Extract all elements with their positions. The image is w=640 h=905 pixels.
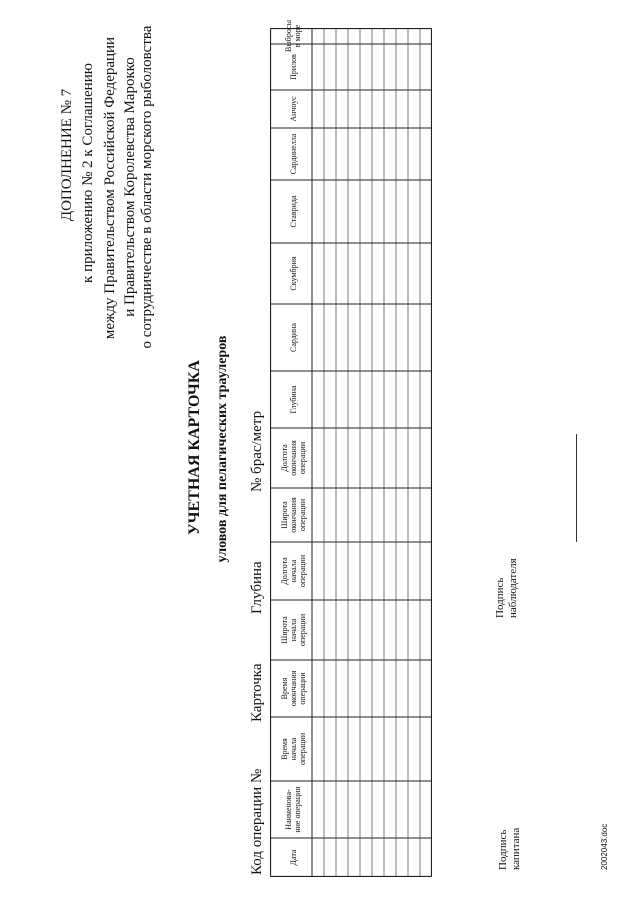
- observer-signature-label: Подпись наблюдателя: [494, 558, 519, 618]
- addendum-line5: о сотрудничестве в области морского рыболовства: [139, 25, 155, 349]
- column-header-16: Выбросы в море: [284, 20, 302, 52]
- captain-signature-label: Подпись капитана: [497, 827, 522, 870]
- column-header-15: Прилов: [288, 54, 298, 80]
- card-title: УЧЕТНАЯ КАРТОЧКА: [186, 360, 203, 535]
- addendum-line2: к приложению № 2 к Соглашению: [80, 63, 96, 283]
- column-header-8: Долгота окончания операции: [279, 440, 307, 476]
- bras-meter-label: № брас/метр: [249, 410, 265, 492]
- catch-table: [270, 20, 432, 877]
- addendum-number: ДОПОЛНЕНИЕ № 7: [59, 88, 75, 222]
- column-header-10: Сардина: [288, 323, 298, 352]
- column-header-11: Скумбрия: [288, 256, 298, 291]
- depth-label: Глубина: [249, 561, 265, 614]
- addendum-heading: [58, 35, 76, 275]
- column-header-2: Наименова- ние операции: [284, 786, 302, 833]
- column-header-6: Долгота начала операции: [279, 554, 307, 588]
- column-header-5: Широта начала операции: [279, 613, 307, 647]
- column-header-9: Глубина: [288, 385, 298, 414]
- card-label: Карточка: [249, 663, 265, 722]
- operation-code-label: Код операции №: [249, 768, 265, 875]
- column-header-3: Время начала операции: [279, 732, 307, 766]
- card-subtitle: уловов для пелагических траулеров: [215, 335, 230, 563]
- column-header-1: Дата: [288, 849, 298, 866]
- column-header-7: Широта окончания операции: [279, 497, 307, 533]
- addendum-line3: между Правительством Российской Федерации: [102, 36, 118, 340]
- observer-signature-line: [576, 434, 577, 542]
- document-code: 2002043.doc: [600, 823, 609, 870]
- column-header-14: Анчоус: [288, 96, 298, 122]
- column-header-4: Время окончания операции: [279, 670, 307, 707]
- addendum-line4: и Правительством Королевства Марокко: [122, 57, 138, 317]
- column-header-12: Ставрида: [288, 195, 298, 228]
- column-header-13: Сардинелла: [288, 133, 298, 175]
